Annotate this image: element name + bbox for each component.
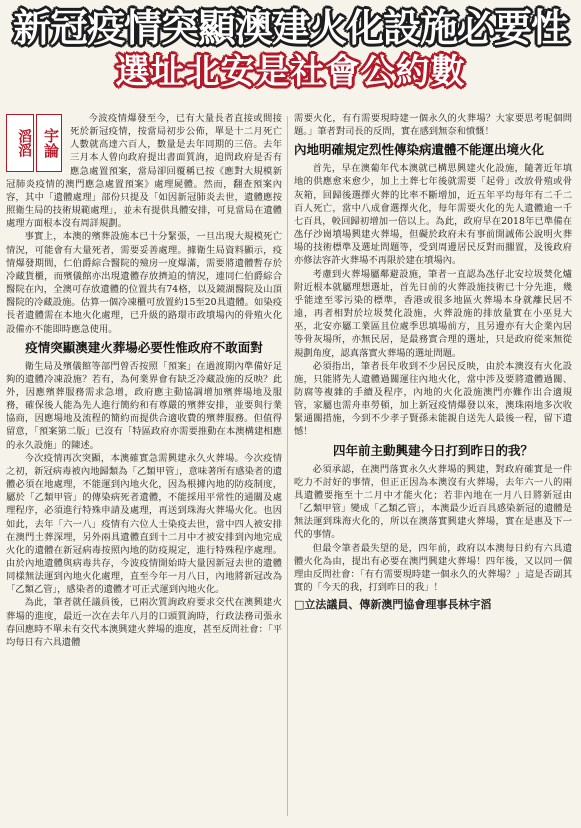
paragraph: 必須承認，在澳門落實永久火葬場的興建，對政府確實是一件吃力不討好的事情，但正正因為本澳沒有火葬場，去年六一八的兩具遺體要拖至十二月中才能火化；若非內地在一月八日將新冠由「乙類甲管」變成「乙類乙管」，本澳最少近百具感染新冠的遺體是無法運到珠海火化的，所以在澳落實興建火葬場，實在是惠及下一代的事情。 [294, 463, 572, 541]
section-heading: 疫情突顯澳建火葬場必要性惟政府不敢面對 [25, 339, 263, 355]
paragraph: 今次疫情再次突顯，本澳確實急需興建永久火葬場。今次疫情之初，新冠病毒被內地歸類為「乙類甲管」，意味著所有感染者的遺體必須在地處理，不能運到內地火化，因為根據內地的防疫制度，屬於「乙類甲管」的傳染病死者遺體，不能採用平常性的通關及處理程序，必須進行特殊申請及處理，再送到珠海火葬場火化。也因如此，去年「六一八」疫情有六位人士染疫去世，當中四人被安排在澳門土葬深埋，另外兩具遺體直到十二月中才被安排到內地完成火化的遺體在新冠病毒按照內地的防疫規定，進行特殊程序處理。由於內地遺體與病毒共存，今波疫情開始時大量因新冠去世的遺體同樣無法運到內地火化處理，直至今年一月八日，內地將新冠改為「乙類乙管」，感染者的遺體才可正式運到內地火化。 [6, 452, 282, 596]
left-column [6, 112, 282, 649]
paragraph: 必須指出，筆者長年收到不少居民反映，由於本澳沒有火化設施，只能將先人遺體過關運往內地火化，當中涉及要將遺體過關、防腐等複雜的手續及程序，內地的火化設施澳門亦難作出合適規管，家屬也需舟車勞頓，加上新冠疫情爆發以來，澳珠兩地多次收緊通關措施，今到不少孝子賢孫未能親自送先人最後一程，留下遺憾！ [294, 360, 572, 438]
paragraph: 但最令筆者最失望的是，四年前，政府以本澳每日約有六具遺體火化為由，提出有必要在澳門興建火葬場！四年後，又以同一個理由反問社會：「有冇需要現時建一個永久的火葬場？」這是否副其實的「今天的我，打到昨日的我」！ [294, 542, 572, 593]
main-headline: 新冠疫情突顯澳建火化設施必要性 [12, 6, 568, 50]
sub-headline: 選址北安是社會公約數 [115, 52, 466, 92]
paragraph: 需要火化，有冇需要現時建一個永久的火葬場？大家要思考呢個問題。」筆者對司長的反問，實在感到無奈和憤慨！ [294, 113, 572, 138]
paragraph: 考慮到火葬場屬鄰避設施，筆者一直認為氹仔北安垃圾焚化爐附近根本就屬理想選址，首先日前的火葬設施技術已十分先進，幾乎能達至零污染的標準，香港或很多地區火葬場本身就離民居不遠，再者相對於垃圾焚化設施，火葬設施的排放量實在小巫見大巫，北安亦屬工業區且位處季思填場前方，且另邊亦有大企業內居等骨灰場所，亦無民居，是最務實合理的選址，只是政府從來無從規劃角度，認真落實火葬場的選址問題。 [294, 268, 572, 359]
paragraph: 今波疫情爆發至今，已有大量長者直接或間接死於新冠疫情，按當局初步公佈，單是十二月死亡人數就高達六百人，數量是去年同期的三倍。去年三月本人曾向政府提出書面質詢，追問政府是否有應急處置預案，當局卻回覆稱已按《應對大規模新冠肺炎疫情的澳門應急處置預案》處理屍體。然而，翻查預案內容，其中「遺體處理」部份只提及「如因新冠肺炎去世，遺體應按照衛生局的技術規範處理」，並未有提供具體安排，可見當局在遺體處理方面根本沒有周詳規劃。 [6, 113, 282, 230]
paragraph: 衛生局及殯儀館等部門曾否按照「預案」在過渡期內準備好足夠的遺體冷凍設施？若有，為何業界會有缺乏冷藏設施的反映？此外，因應殯葬服務需求急增，政府應主動協調增加殯葬場地及服務，確保後人能為先人進行簡約和有尊嚴的殯葬安排，並要與行業協商，因應場地及流程的簡約而提供合適收費的殯葬服務。但值得留意，「預案第二版」已沒有「特區政府亦需要推動在本澳構建相應的永久設施」的陳述。 [6, 360, 282, 451]
column-badge [6, 114, 64, 172]
section-heading: 內地明確規定烈性傳染病遺體不能運出境火化 [294, 142, 545, 158]
paragraph: 為此，筆者就任議員後，已兩次質詢政府要求交代在澳興建火葬場的進度，最近一次在去年八月的口頭質詢時，行政法務司張永春回應時不單未有交代本澳興建火葬場的進度，甚至反問社會：「平均每日有六具遺體 [6, 597, 282, 648]
paragraph: 事實上，本澳的殯葬設施本已十分緊張，一旦出現大規模死亡情況，可能會有大量死者，需要妥善處理。據衛生局資料顯示，疫情爆發期間，仁伯爵綜合醫院的殮房一度爆滿，需要將遺體暫存於冷藏貨櫃，而殯儀館亦出現遺體存放擠迫的情況，連同仁伯爵綜合醫院在內，全澳可存放遺體的位置共有74格，以及鏡湖醫院及山頂醫院的冷藏設施。估算一個冷凍櫃可放置約15至20具遺體。如染疫長者遺體需在本地火化處理，已升級的路環市政墳場內的骨殖火化設備亦不能即時應急使用。 [6, 231, 282, 335]
right-column [294, 112, 572, 612]
column-divider [287, 116, 288, 816]
author-pen-name: 滔滔 [6, 114, 34, 172]
paragraph: 首先，早在澳葡年代本澳就已構思興建火化設施，隨著近年填地的供應愈來愈少，加上土葬七年後就需要「起骨」改放骨殖或骨灰箱，回歸後選擇火葬的比率不斷增加，近五年平均每年有二千二百人死亡，當中八成會選擇火化，每年需要火化的先人遺體逾一千七百具，較回歸初增加一倍以上。為此，政府早在2018年已準備在氹仔沙崗墳場興建火葬場，但礙於政府未有事前開誠佈公說明火葬場的技術標準及選址問題等，受到周邊居民反對而擱置，及後政府亦修法容許火葬場不再限於建在墳場內。 [294, 163, 572, 267]
column-tag: 宇論 [36, 114, 62, 172]
author-byline: □立法議員、傳新澳門協會理事長林宇滔 [294, 598, 492, 612]
section-heading: 四年前主動興建今日打到昨日的我？ [332, 442, 533, 458]
